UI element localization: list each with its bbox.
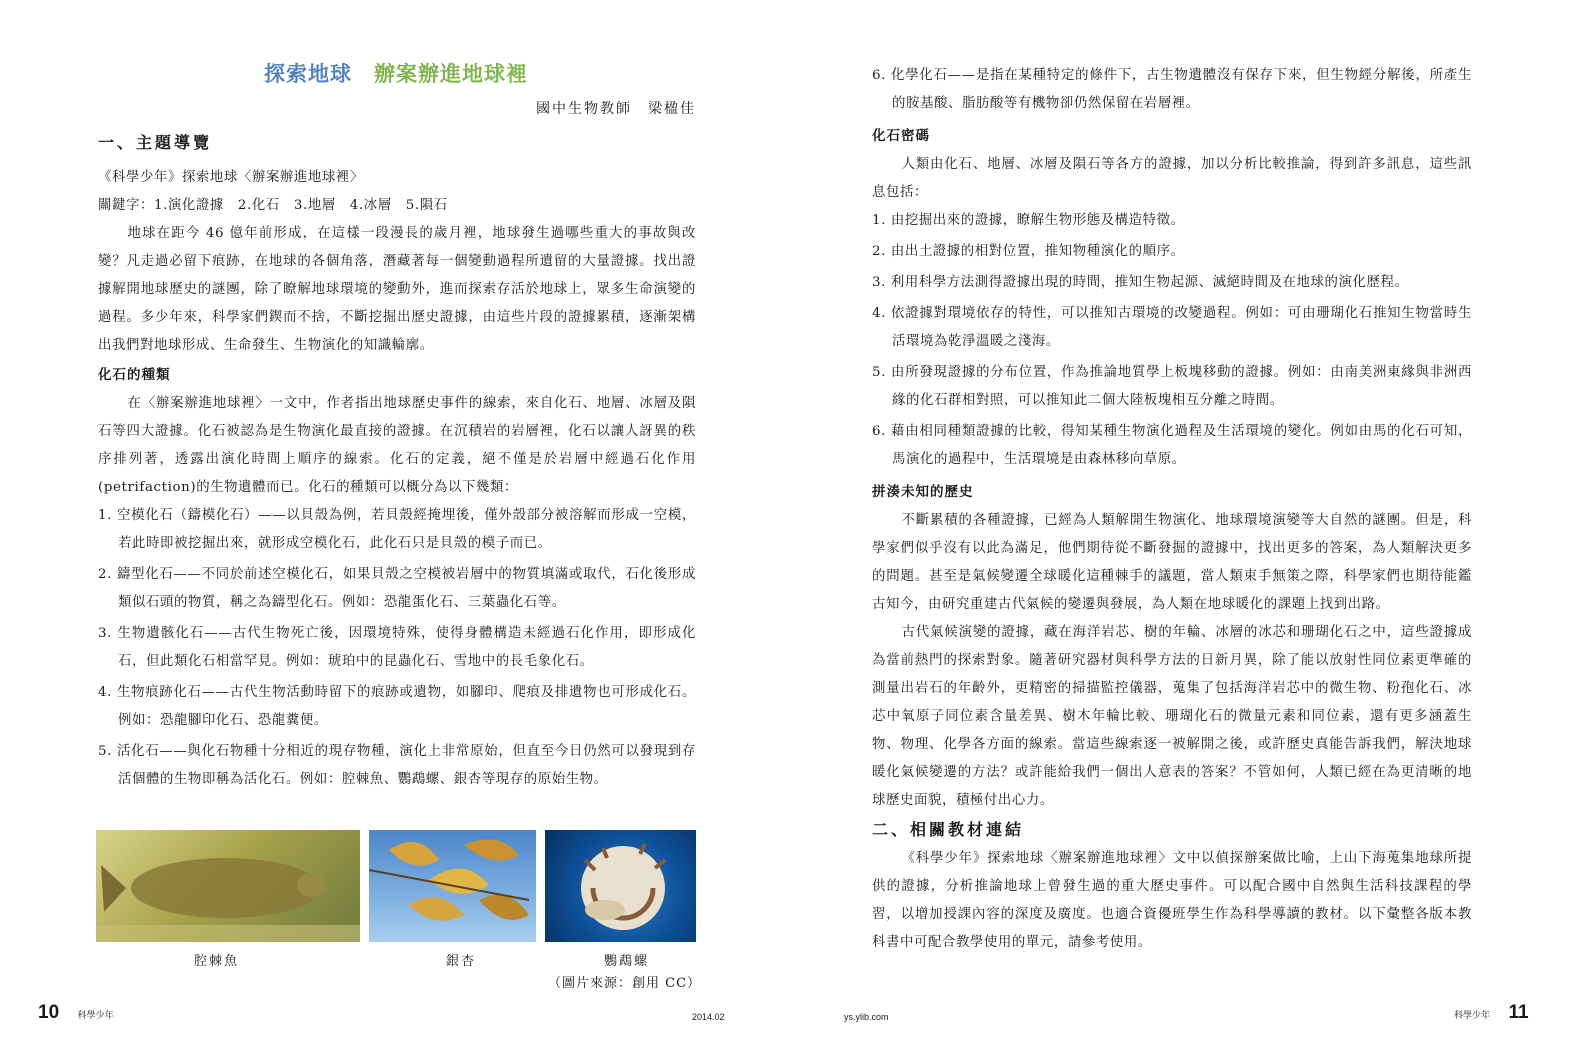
subheading-fossil-types: 化石的種類	[98, 367, 171, 383]
coelacanth-photo	[96, 830, 360, 942]
footer-url: ys.ylib.com	[844, 1012, 889, 1022]
fossil-type-list	[98, 502, 696, 794]
title-part-a: 探索地球	[264, 62, 352, 86]
footer-left	[38, 1002, 114, 1024]
photo-strip	[96, 830, 696, 942]
intro-line: 《科學少年》探索地球〈辦案辦進地球裡〉	[98, 170, 364, 185]
evidence-list	[872, 207, 1472, 474]
paragraph-3: 人類由化石、地層、冰層及隕石等各方的證據，加以分析比較推論，得到許多訊息，這些訊息包括：	[872, 157, 1472, 200]
list-item: 2. 由出土證據的相對位置，推知物種演化的順序。	[872, 244, 1185, 259]
list-item: 1. 空模化石（鑄模化石）——以貝殼為例，若貝殼經掩埋後，僅外殼部分被溶解而形成一空模，若此時即被挖掘出來，就形成空模化石，此化石只是貝殼的模子而已。	[98, 508, 696, 551]
footer-magazine: 科學少年	[1454, 1010, 1491, 1020]
footer-right	[1454, 1002, 1529, 1024]
list-item: 4. 生物痕跡化石——古代生物活動時留下的痕跡或遺物，如腳印、爬痕及排遺物也可形成化石。例如：恐龍腳印化石、恐龍糞便。	[98, 685, 696, 728]
left-column	[98, 128, 696, 797]
page-number: 10	[38, 1002, 60, 1023]
title-part-b: 辦案辦進地球裡	[374, 62, 528, 86]
paragraph-1: 地球在距今 46 億年前形成，在這樣一段漫長的歲月裡，地球發生過哪些重大的事故與改變？凡走過必留下痕跡，在地球的各個角落，潛藏著每一個變動過程所遺留的大量證據。找出證據解開地球歷史的謎團，除了瞭解地球環境的變動外，進而探索存活於地球上，眾多生命演變的過程。多少年來，科學家們鍥而不捨，不斷挖掘出歷史證據，由這些片段的證據累積，逐漸架構出我們對地球形成、生命發生、生物演化的知識輪廓。	[98, 226, 696, 353]
section-heading-2: 二、相關教材連結	[872, 820, 1025, 839]
list-item: 6. 藉由相同種類證據的比較，得知某種生物演化過程及生活環境的變化。例如由馬的化石可知，馬演化的過程中，生活環境是由森林移向草原。	[872, 424, 1472, 467]
list-item: 5. 由所發現證據的分布位置，作為推論地質學上板塊移動的證據。例如：由南美洲東緣與非洲西緣的化石群相對照，可以推知此二個大陸板塊相互分離之時間。	[872, 365, 1472, 408]
footer-date: 2014.02	[692, 1012, 725, 1022]
list-item: 2. 鑄型化石——不同於前述空模化石，如果貝殼之空模被岩層中的物質填滿或取代，石化後形成類似石頭的物質，稱之為鑄型化石。例如：恐龍蛋化石、三葉蟲化石等。	[98, 567, 696, 610]
paragraph-6: 《科學少年》探索地球〈辦案辦進地球裡〉文中以偵探辦案做比喻，上山下海蒐集地球所提供的證據，分析推論地球上曾發生過的重大歷史事件。可以配合國中自然與生活科技課程的學習，以增加授課內容的深度及廣度。也適合資優班學生作為科學導讀的教材。以下彙整各版本教科書中可配合教學使用的單元，請參考使用。	[872, 851, 1472, 950]
list-item: 3. 利用科學方法測得證據出現的時間，推知生物起源、滅絕時間及在地球的演化歷程。	[872, 275, 1409, 290]
caption-coelacanth: 腔棘魚	[194, 954, 240, 969]
right-page	[794, 0, 1588, 1059]
caption-nautilus: 鸚鵡螺	[604, 954, 650, 969]
paragraph-2: 在〈辦案辦進地球裡〉一文中，作者指出地球歷史事件的線索，來自化石、地層、冰層及隕石等四大證據。化石被認為是生物演化最直接的證據。在沉積岩的岩層裡，化石以讓人訝異的秩序排列著，透露出演化時間上順序的線索。化石的定義，絕不僅是於岩層中經過石化作用 (petrifaction)的生物遺體而已。化石的種類可以概分為以下幾類：	[98, 396, 696, 495]
footer-magazine: 科學少年	[77, 1010, 114, 1020]
right-column	[872, 62, 1472, 957]
section-heading-1: 一、主題導覽	[98, 133, 213, 152]
keywords-line: 關鍵字：1.演化證據 2.化石 3.地層 4.冰層 5.隕石	[98, 198, 448, 213]
image-credit: （圖片來源：創用 CC）	[548, 976, 702, 991]
fossil-type-list-cont	[872, 62, 1472, 118]
list-item: 6. 化學化石——是指在某種特定的條件下，古生物遺體沒有保存下來，但生物經分解後，所產生的胺基酸、脂肪酸等有機物卻仍然保留在岩層裡。	[872, 68, 1472, 111]
list-item: 1. 由挖掘出來的證據，瞭解生物形態及構造特徵。	[872, 213, 1185, 228]
list-item: 3. 生物遺骸化石——古代生物死亡後，因環境特殊，使得身體構造未經過石化作用，即形成化石，但此類化石相當罕見。例如：琥珀中的昆蟲化石、雪地中的長毛象化石。	[98, 626, 696, 669]
subheading-unknown-history: 拼湊未知的歷史	[872, 484, 974, 500]
page-number: 11	[1508, 1002, 1529, 1023]
caption-ginkgo: 銀杏	[446, 954, 477, 969]
ginkgo-photo	[369, 830, 536, 942]
paragraph-5: 古代氣候演變的證據，藏在海洋岩芯、樹的年輪、冰層的冰芯和珊瑚化石之中，這些證據成為當前熱門的探索對象。隨著研究器材與科學方法的日新月異，除了能以放射性同位素更準確的測量出岩石的年齡外，更精密的掃描監控儀器，蒐集了包括海洋岩芯中的微生物、粉孢化石、冰芯中氧原子同位素含量差異、樹木年輪比較、珊瑚化石的微量元素和同位素，還有更多涵蓋生物、物理、化學各方面的線索。當這些線索逐一被解開之後，或許歷史真能告訴我們，解決地球暖化氣候變遷的方法？或許能給我們一個出人意表的答案？不管如何，人類已經在為更清晰的地球歷史面貌，積極付出心力。	[872, 625, 1472, 808]
list-item: 5. 活化石——與化石物種十分相近的現存物種，演化上非常原始，但直至今日仍然可以發現到存活個體的生物即稱為活化石。例如：腔棘魚、鸚鵡螺、銀杏等現存的原始生物。	[98, 744, 696, 787]
list-item: 4. 依證據對環境依存的特性，可以推知古環境的改變過程。例如：可由珊瑚化石推知生物當時生活環境為乾淨溫暖之淺海。	[872, 306, 1472, 349]
paragraph-4: 不斷累積的各種證據，已經為人類解開生物演化、地球環境演變等大自然的謎團。但是，科學家們似乎沒有以此為滿足，他們期待從不斷發掘的證據中，找出更多的答案，為人類解決更多的問題。甚至是氣候變遷全球暖化這種棘手的議題，當人類束手無策之際，科學家們也期待能鑑古知今，由研究重建古代氣候的變遷與發展，為人類在地球暖化的課題上找到出路。	[872, 513, 1472, 612]
nautilus-photo	[545, 830, 696, 942]
subheading-fossil-code: 化石密碼	[872, 128, 930, 144]
article-title	[96, 58, 696, 88]
author-line: 國中生物教師 梁楹佳	[536, 101, 696, 117]
